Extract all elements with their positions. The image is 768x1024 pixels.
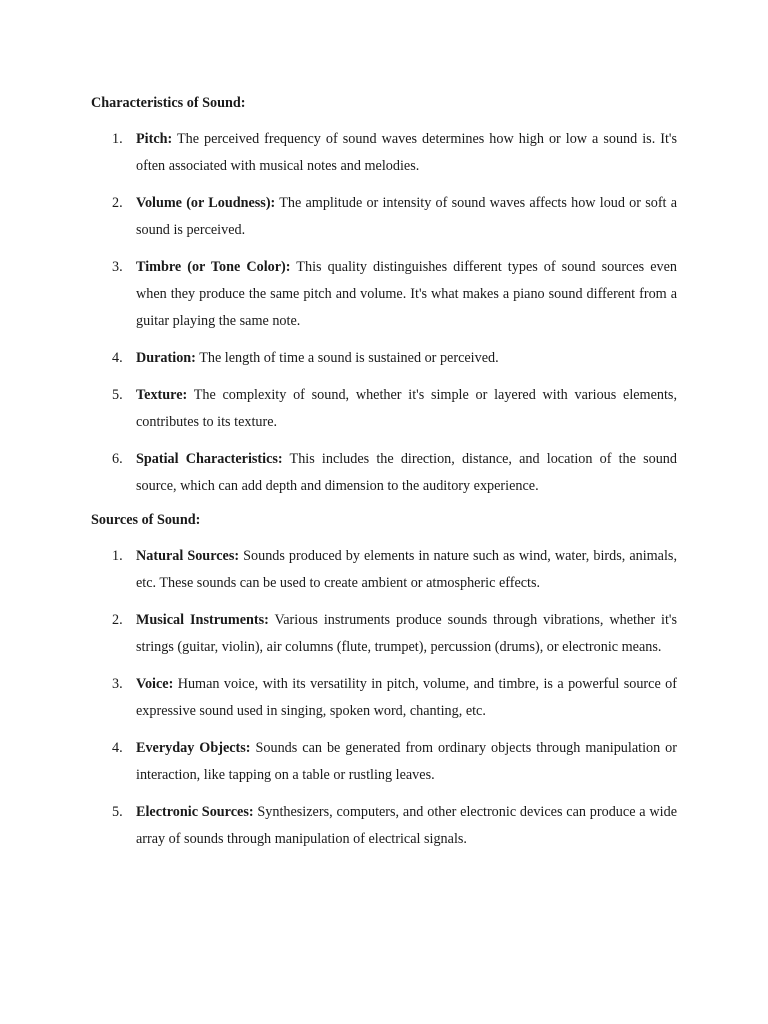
- item-term: Volume (or Loudness):: [136, 195, 276, 211]
- item-text: This quality distinguishes different types of sound sources even when they produce the same pitch and volume. It's what makes a piano sound different from a guitar playing the same note.: [136, 259, 678, 329]
- item-term: Musical Instruments:: [136, 612, 269, 628]
- item-number: 3.: [112, 676, 123, 692]
- item-number: 1.: [112, 548, 123, 564]
- item-term: Natural Sources:: [136, 548, 240, 564]
- list-item: [91, 190, 677, 244]
- item-number: 4.: [112, 350, 123, 366]
- list-item: [91, 799, 677, 853]
- item-term: Spatial Characteristics:: [136, 451, 283, 467]
- item-term: Pitch:: [136, 131, 173, 147]
- item-term: Texture:: [136, 387, 188, 403]
- item-term: Timbre (or Tone Color):: [136, 259, 291, 275]
- item-term: Duration:: [136, 350, 196, 366]
- item-term: Electronic Sources:: [136, 804, 254, 820]
- section-heading-characteristics: Characteristics of Sound:: [91, 95, 246, 111]
- item-number: 2.: [112, 195, 123, 211]
- item-text: Sounds produced by elements in nature such as wind, water, birds, animals, etc. These sounds can be used to create ambient or atmospheric effects.: [136, 548, 677, 591]
- list-item: [91, 671, 677, 725]
- item-number: 1.: [112, 131, 123, 147]
- list-item: [91, 543, 677, 597]
- item-number: 4.: [112, 740, 123, 756]
- item-number: 2.: [112, 612, 123, 628]
- item-number: 5.: [112, 804, 123, 820]
- sources-list: [91, 543, 677, 853]
- item-text: Various instruments produce sounds through vibrations, whether it's strings (guitar, violin), air columns (flute, trumpet), percussion (drums), or electronic means.: [136, 612, 677, 655]
- section-heading-sources: Sources of Sound:: [91, 512, 201, 528]
- item-text: Human voice, with its versatility in pitch, volume, and timbre, is a powerful source of expressive sound used in singing, spoken word, chanting, etc.: [136, 676, 677, 719]
- item-text: The complexity of sound, whether it's simple or layered with various elements, contributes to its texture.: [136, 387, 677, 430]
- characteristics-list: [91, 126, 677, 500]
- item-text: Synthesizers, computers, and other electronic devices can produce a wide array of sounds through manipulation of electrical signals.: [136, 804, 677, 847]
- item-text: The length of time a sound is sustained or perceived.: [195, 350, 499, 366]
- item-number: 3.: [112, 259, 123, 275]
- list-item: [91, 254, 677, 335]
- item-number: 6.: [112, 451, 123, 467]
- item-text: The perceived frequency of sound waves determines how high or low a sound is. It's often associated with musical notes and melodies.: [136, 131, 677, 174]
- item-text: The amplitude or intensity of sound waves affects how loud or soft a sound is perceived.: [136, 195, 677, 238]
- list-item: [91, 382, 677, 436]
- list-item: [91, 446, 677, 500]
- list-item: [91, 345, 677, 372]
- item-text: Sounds can be generated from ordinary objects through manipulation or interaction, like tapping on a table or rustling leaves.: [136, 740, 677, 783]
- list-item: [91, 126, 677, 180]
- item-number: 5.: [112, 387, 123, 403]
- list-item: [91, 735, 677, 789]
- list-item: [91, 607, 677, 661]
- item-term: Everyday Objects:: [136, 740, 251, 756]
- item-text: This includes the direction, distance, and location of the sound source, which can add depth and dimension to the auditory experience.: [136, 451, 677, 494]
- item-term: Voice:: [136, 676, 174, 692]
